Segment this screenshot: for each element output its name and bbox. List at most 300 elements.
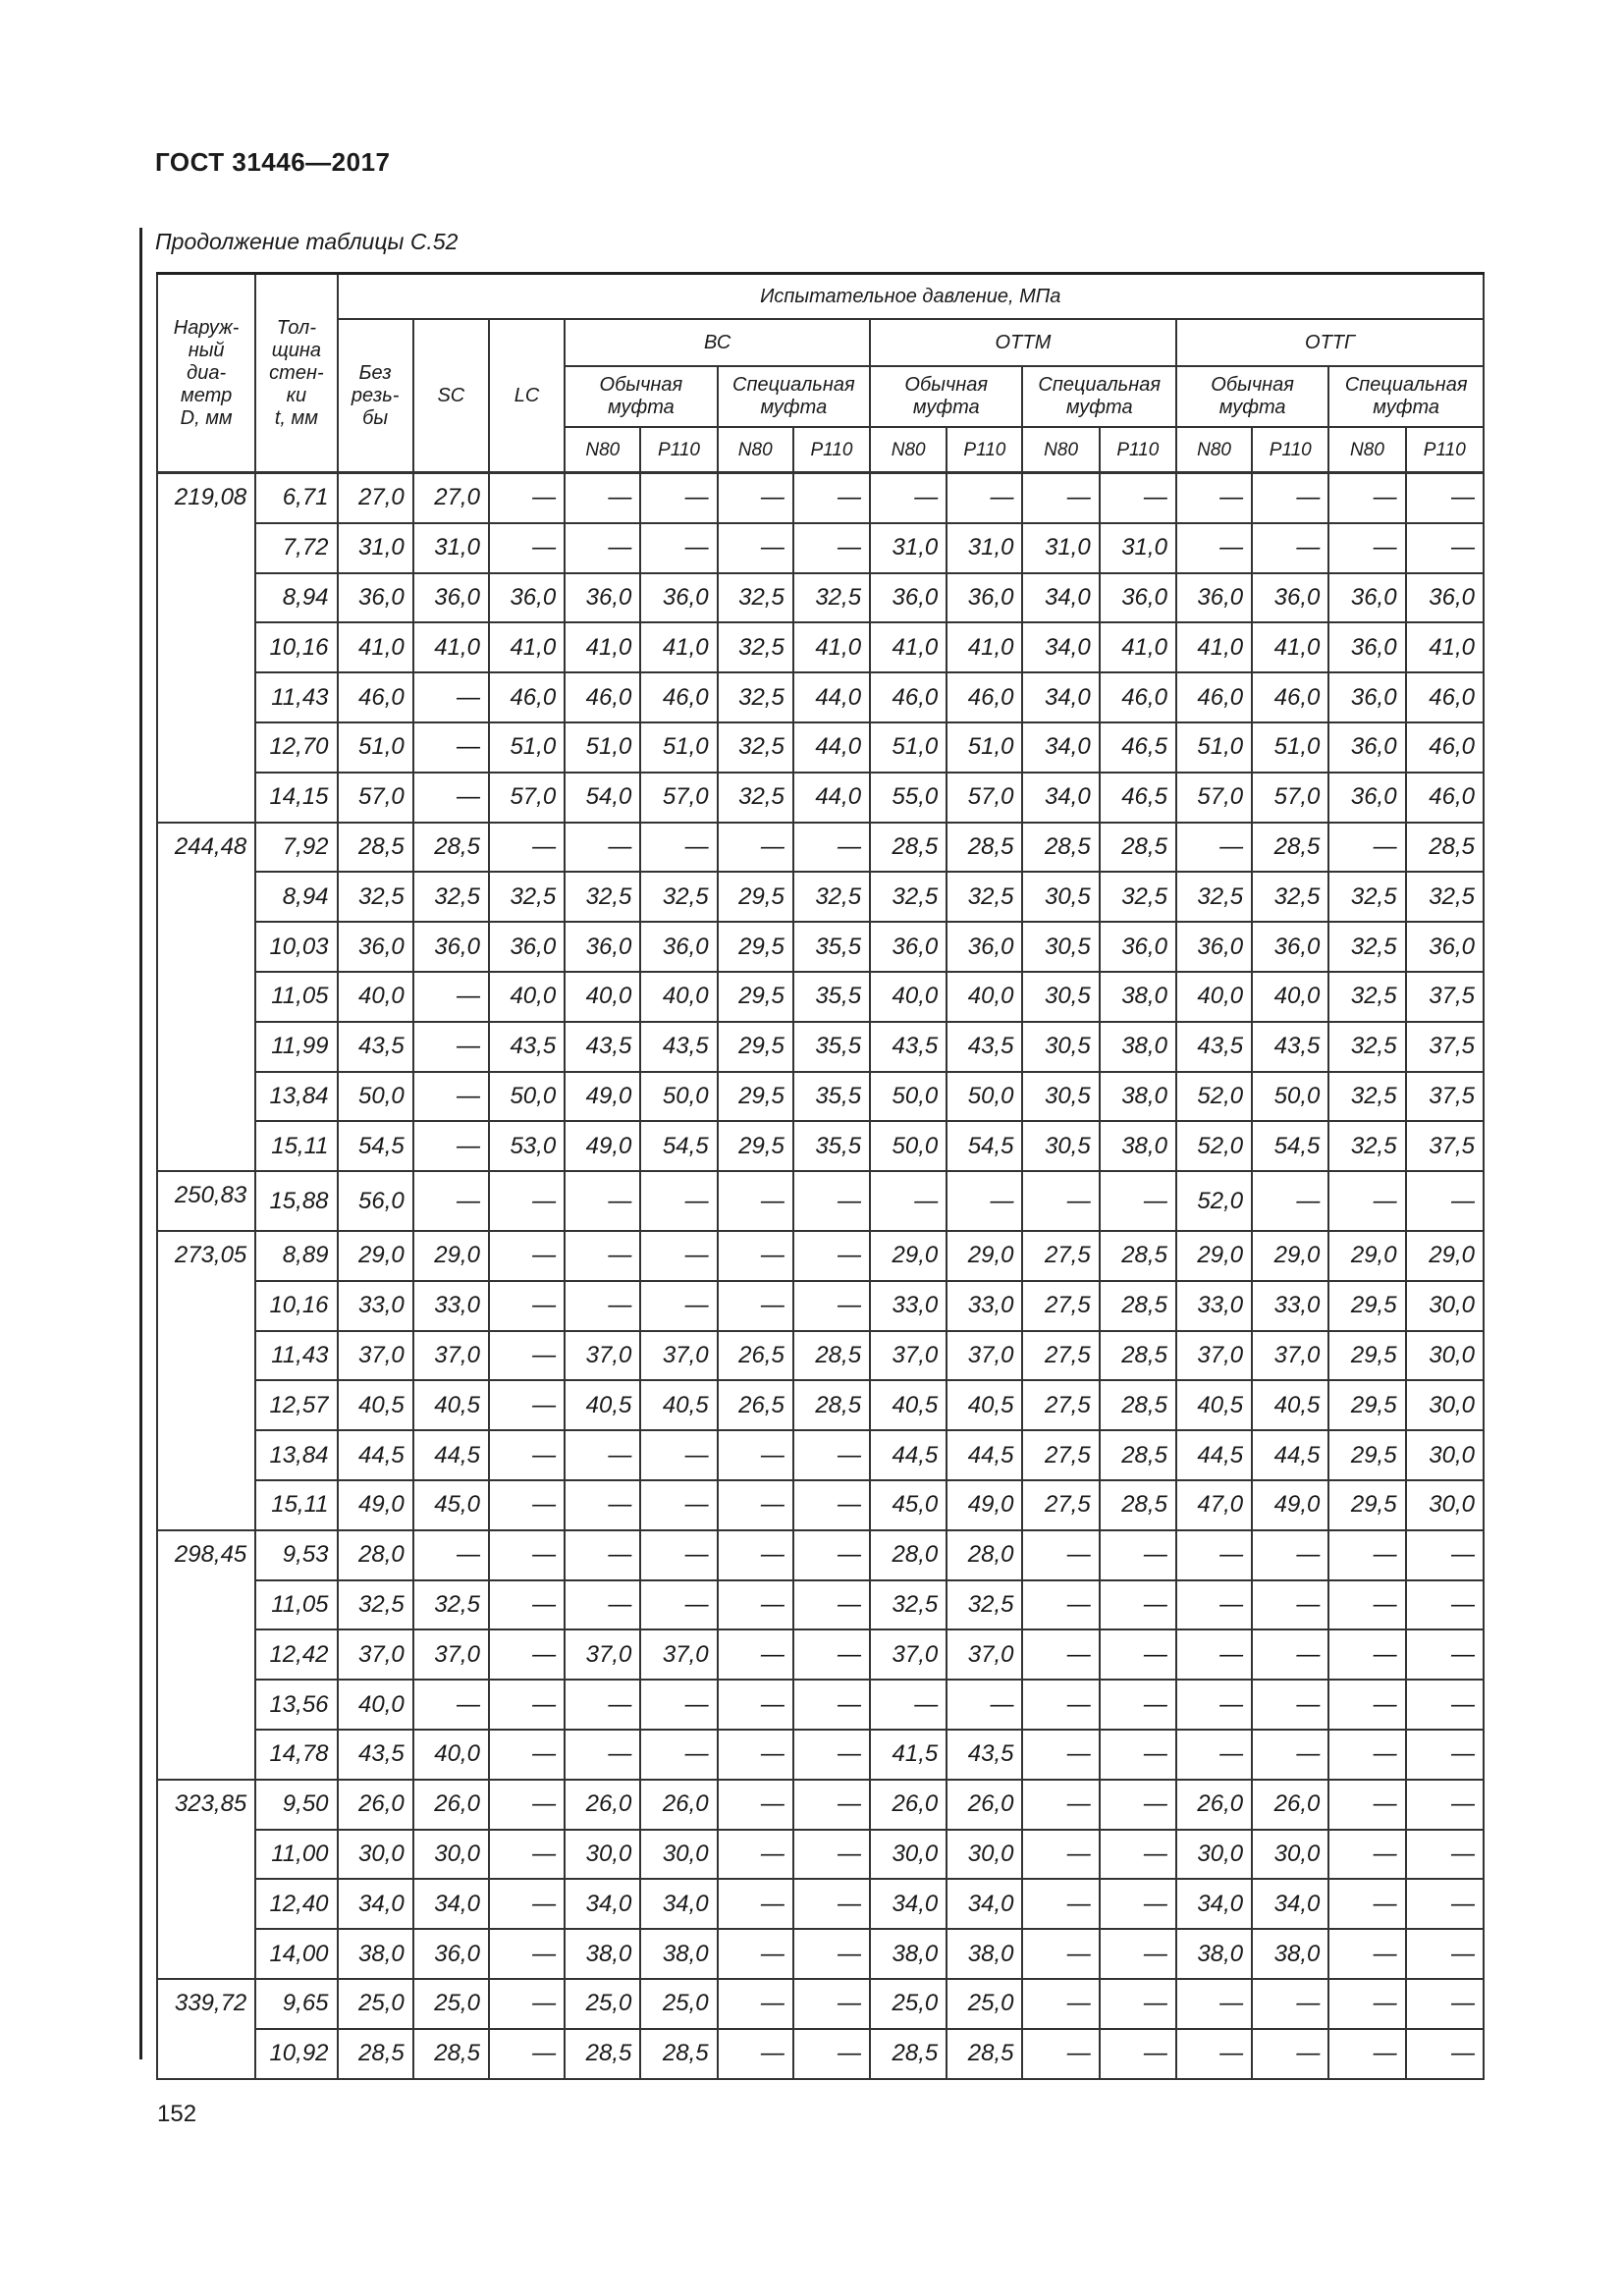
pressure-cell: —: [1176, 1730, 1252, 1780]
pressure-cell: 46,0: [1252, 672, 1328, 722]
pressure-cell: 28,5: [870, 2029, 947, 2079]
pressure-cell: 32,5: [947, 872, 1022, 922]
table-row: [157, 1780, 1484, 1830]
pressure-cell: 38,0: [870, 1929, 947, 1979]
pressure-cell: —: [1100, 1580, 1176, 1630]
pressure-cell: 54,0: [565, 773, 640, 823]
pressure-cell: 29,0: [1176, 1231, 1252, 1281]
pressure-cell: —: [793, 823, 870, 873]
pressure-cell: 29,0: [1406, 1231, 1484, 1281]
pressure-cell: —: [489, 1629, 565, 1680]
pressure-cell: 36,0: [1176, 573, 1252, 623]
header-coupling: Специальная муфта: [718, 366, 870, 427]
pressure-cell: 28,5: [1252, 823, 1328, 873]
wall-thickness-cell: 14,78: [255, 1730, 337, 1780]
pressure-cell: 32,5: [1252, 872, 1328, 922]
pressure-cell: 25,0: [640, 1979, 717, 2029]
pressure-cell: 46,0: [1406, 722, 1484, 773]
pressure-cell: 29,0: [947, 1231, 1022, 1281]
pressure-cell: 40,0: [947, 972, 1022, 1022]
outer-diameter-cell: 244,48: [157, 823, 255, 1172]
pressure-cell: —: [565, 1171, 640, 1231]
pressure-cell: 28,5: [1100, 1231, 1176, 1281]
wall-thickness-cell: 7,72: [255, 523, 337, 573]
pressure-cell: —: [1406, 1979, 1484, 2029]
pressure-cell: 36,0: [947, 573, 1022, 623]
pressure-cell: —: [870, 1171, 947, 1231]
pressure-cell: —: [1022, 1879, 1099, 1929]
pressure-cell: 51,0: [338, 722, 413, 773]
pressure-cell: 51,0: [640, 722, 717, 773]
pressure-cell: 26,0: [413, 1780, 489, 1830]
pressure-cell: 38,0: [338, 1929, 413, 1979]
pressure-cell: 35,5: [793, 1022, 870, 1072]
pressure-cell: 43,5: [640, 1022, 717, 1072]
pressure-cell: 41,0: [489, 622, 565, 672]
pressure-cell: —: [1252, 2029, 1328, 2079]
pressure-cell: 45,0: [870, 1480, 947, 1530]
pressure-cell: 40,0: [1176, 972, 1252, 1022]
pressure-cell: 30,0: [1406, 1380, 1484, 1430]
pressure-cell: —: [793, 1830, 870, 1880]
pressure-cell: —: [1328, 473, 1405, 523]
pressure-cell: 29,5: [718, 872, 793, 922]
pressure-cell: 46,0: [565, 672, 640, 722]
pressure-cell: —: [718, 823, 793, 873]
pressure-cell: 29,5: [1328, 1380, 1405, 1430]
pressure-cell: —: [489, 1580, 565, 1630]
wall-thickness-cell: 11,05: [255, 972, 337, 1022]
pressure-cell: 30,0: [947, 1830, 1022, 1880]
wall-thickness-cell: 10,92: [255, 2029, 337, 2079]
pressure-cell: 36,0: [1100, 573, 1176, 623]
pressure-cell: 30,5: [1022, 972, 1099, 1022]
pressure-cell: 50,0: [489, 1072, 565, 1122]
pressure-cell: 54,5: [338, 1121, 413, 1171]
pressure-cell: 36,0: [1406, 922, 1484, 972]
pressure-cell: 50,0: [947, 1072, 1022, 1122]
pressure-cell: —: [1406, 1680, 1484, 1730]
table-row: [157, 622, 1484, 672]
pressure-cell: —: [718, 1979, 793, 2029]
pressure-cell: 45,0: [413, 1480, 489, 1530]
table-row: [157, 473, 1484, 523]
pressure-cell: —: [565, 1530, 640, 1580]
pressure-cell: 41,5: [870, 1730, 947, 1780]
pressure-cell: 46,0: [1406, 773, 1484, 823]
pressure-cell: 25,0: [870, 1979, 947, 2029]
pressure-cell: 34,0: [1022, 622, 1099, 672]
pressure-cell: —: [1252, 523, 1328, 573]
pressure-cell: 43,5: [947, 1730, 1022, 1780]
pressure-cell: 40,0: [489, 972, 565, 1022]
pressure-cell: 46,0: [640, 672, 717, 722]
pressure-cell: —: [1328, 1171, 1405, 1231]
pressure-cell: 44,5: [870, 1430, 947, 1480]
pressure-cell: 32,5: [718, 573, 793, 623]
wall-thickness-cell: 9,53: [255, 1530, 337, 1580]
pressure-cell: 40,0: [565, 972, 640, 1022]
pressure-cell: 36,0: [947, 922, 1022, 972]
outer-diameter-cell: 339,72: [157, 1979, 255, 2079]
pressure-cell: —: [793, 523, 870, 573]
pressure-cell: 36,0: [565, 922, 640, 972]
pressure-cell: —: [640, 823, 717, 873]
pressure-cell: 51,0: [870, 722, 947, 773]
wall-thickness-cell: 8,94: [255, 573, 337, 623]
pressure-cell: —: [489, 1430, 565, 1480]
pressure-cell: 27,5: [1022, 1231, 1099, 1281]
table-row: [157, 523, 1484, 573]
outer-diameter-cell: 219,08: [157, 473, 255, 823]
pressure-cell: —: [793, 1480, 870, 1530]
pressure-cell: 28,5: [338, 823, 413, 873]
header-grade: P110: [947, 427, 1022, 473]
wall-thickness-cell: 10,16: [255, 622, 337, 672]
pressure-cell: 27,0: [413, 473, 489, 523]
pressure-cell: 32,5: [338, 872, 413, 922]
pressure-cell: 57,0: [640, 773, 717, 823]
wall-thickness-cell: 15,11: [255, 1121, 337, 1171]
pressure-cell: 32,5: [1100, 872, 1176, 922]
pressure-cell: 38,0: [1100, 972, 1176, 1022]
pressure-cell: 44,5: [947, 1430, 1022, 1480]
wall-thickness-cell: 14,00: [255, 1929, 337, 1979]
table-row: [157, 2029, 1484, 2079]
pressure-cell: 41,0: [870, 622, 947, 672]
table-row: [157, 1331, 1484, 1381]
pressure-cell: 30,0: [1406, 1480, 1484, 1530]
table-row: [157, 1580, 1484, 1630]
pressure-cell: 40,0: [640, 972, 717, 1022]
pressure-cell: —: [1100, 1879, 1176, 1929]
pressure-cell: —: [793, 1530, 870, 1580]
pressure-cell: —: [793, 1629, 870, 1680]
pressure-cell: —: [718, 1430, 793, 1480]
header-coupling: Обычная муфта: [870, 366, 1022, 427]
pressure-cell: —: [947, 473, 1022, 523]
wall-thickness-cell: 12,40: [255, 1879, 337, 1929]
table-row: [157, 1171, 1484, 1231]
pressure-cell: —: [413, 1530, 489, 1580]
pressure-cell: —: [718, 1929, 793, 1979]
pressure-cell: —: [1022, 1780, 1099, 1830]
pressure-cell: 41,0: [338, 622, 413, 672]
pressure-cell: 35,5: [793, 1121, 870, 1171]
pressure-cell: 31,0: [338, 523, 413, 573]
pressure-cell: 57,0: [1176, 773, 1252, 823]
wall-thickness-cell: 9,65: [255, 1979, 337, 2029]
pressure-cell: 35,5: [793, 972, 870, 1022]
table-row: [157, 1830, 1484, 1880]
pressure-cell: 29,5: [1328, 1430, 1405, 1480]
pressure-cell: —: [489, 2029, 565, 2079]
pressure-cell: —: [489, 1530, 565, 1580]
pressure-cell: 49,0: [947, 1480, 1022, 1530]
pressure-cell: 40,0: [1252, 972, 1328, 1022]
table-row: [157, 573, 1484, 623]
pressure-cell: —: [640, 1580, 717, 1630]
table-row: [157, 1530, 1484, 1580]
pressure-cell: 30,5: [1022, 1072, 1099, 1122]
pressure-cell: —: [413, 1121, 489, 1171]
pressure-cell: 33,0: [870, 1281, 947, 1331]
pressure-cell: —: [1406, 1530, 1484, 1580]
table-row: [157, 972, 1484, 1022]
pressure-cell: 46,0: [947, 672, 1022, 722]
pressure-cell: 29,0: [413, 1231, 489, 1281]
header-group-ottm: ОТТМ: [870, 319, 1176, 366]
pressure-cell: —: [1100, 1780, 1176, 1830]
pressure-cell: 34,0: [338, 1879, 413, 1929]
pressure-cell: 28,5: [565, 2029, 640, 2079]
pressure-cell: —: [1252, 1580, 1328, 1630]
pressure-cell: —: [413, 972, 489, 1022]
pressure-cell: —: [489, 473, 565, 523]
wall-thickness-cell: 8,94: [255, 872, 337, 922]
pressure-cell: —: [565, 1680, 640, 1730]
pressure-cell: 49,0: [338, 1480, 413, 1530]
pressure-cell: —: [565, 1231, 640, 1281]
table-row: [157, 1480, 1484, 1530]
pressure-cell: 33,0: [1176, 1281, 1252, 1331]
table-row: [157, 1231, 1484, 1281]
pressure-cell: —: [640, 1231, 717, 1281]
header-test-pressure: Испытательное давление, МПа: [338, 274, 1484, 320]
pressure-cell: 27,5: [1022, 1331, 1099, 1381]
pressure-cell: 51,0: [489, 722, 565, 773]
pressure-cell: 41,0: [1100, 622, 1176, 672]
pressure-cell: 47,0: [1176, 1480, 1252, 1530]
pressure-cell: —: [565, 823, 640, 873]
pressure-cell: —: [1406, 1580, 1484, 1630]
pressure-cell: —: [718, 523, 793, 573]
pressure-cell: 30,0: [1406, 1430, 1484, 1480]
continuation-marker-bar: [139, 228, 142, 2059]
pressure-cell: 55,0: [870, 773, 947, 823]
pressure-cell: —: [565, 1430, 640, 1480]
header-grade: P110: [1252, 427, 1328, 473]
header-outer-diameter: Наруж- ный диа- метр D, мм: [157, 274, 255, 473]
pressure-cell: —: [1100, 1979, 1176, 2029]
pressure-cell: 36,0: [338, 573, 413, 623]
pressure-cell: 32,5: [870, 1580, 947, 1630]
pressure-cell: 25,0: [947, 1979, 1022, 2029]
pressure-cell: 28,0: [870, 1530, 947, 1580]
pressure-cell: 32,5: [1176, 872, 1252, 922]
pressure-cell: 32,5: [1406, 872, 1484, 922]
pressure-cell: 41,0: [1406, 622, 1484, 672]
pressure-cell: 36,0: [1328, 622, 1405, 672]
pressure-cell: —: [1022, 1929, 1099, 1979]
pressure-cell: —: [1328, 1530, 1405, 1580]
pressure-cell: 33,0: [1252, 1281, 1328, 1331]
pressure-cell: —: [1176, 1680, 1252, 1730]
pressure-cell: —: [1100, 473, 1176, 523]
pressure-cell: 41,0: [1252, 622, 1328, 672]
table-row: [157, 1281, 1484, 1331]
pressure-cell: 35,5: [793, 1072, 870, 1122]
pressure-cell: 32,5: [1328, 1022, 1405, 1072]
pressure-cell: 40,5: [1252, 1380, 1328, 1430]
pressure-cell: —: [1176, 1979, 1252, 2029]
pressure-cell: —: [793, 1730, 870, 1780]
pressure-cell: —: [489, 1680, 565, 1730]
page-number: 152: [157, 2101, 197, 2127]
pressure-cell: 32,5: [489, 872, 565, 922]
pressure-cell: —: [565, 1281, 640, 1331]
pressure-cell: —: [1100, 1830, 1176, 1880]
pressure-cell: —: [718, 1480, 793, 1530]
pressure-cell: 40,5: [413, 1380, 489, 1430]
pressure-cell: 51,0: [1176, 722, 1252, 773]
pressure-cell: —: [1328, 1730, 1405, 1780]
pressure-cell: —: [489, 1231, 565, 1281]
pressure-cell: —: [1100, 1730, 1176, 1780]
pressure-cell: 38,0: [1176, 1929, 1252, 1979]
pressure-cell: 32,5: [640, 872, 717, 922]
pressure-cell: 44,5: [413, 1430, 489, 1480]
pressure-cell: 32,5: [1328, 972, 1405, 1022]
pressure-cell: —: [1252, 1530, 1328, 1580]
pressure-cell: 28,5: [1022, 823, 1099, 873]
pressure-cell: 31,0: [870, 523, 947, 573]
wall-thickness-cell: 12,57: [255, 1380, 337, 1430]
pressure-cell: —: [1176, 823, 1252, 873]
pressure-cell: 36,0: [870, 922, 947, 972]
pressure-cell: 30,0: [338, 1830, 413, 1880]
pressure-cell: 30,0: [1252, 1830, 1328, 1880]
pressure-cell: 38,0: [565, 1929, 640, 1979]
pressure-cell: 37,0: [338, 1629, 413, 1680]
table-row: [157, 1121, 1484, 1171]
pressure-cell: 36,0: [640, 922, 717, 972]
pressure-cell: —: [413, 1072, 489, 1122]
pressure-cell: 44,5: [338, 1430, 413, 1480]
wall-thickness-cell: 6,71: [255, 473, 337, 523]
pressure-cell: 41,0: [1176, 622, 1252, 672]
pressure-cell: —: [1406, 1879, 1484, 1929]
wall-thickness-cell: 7,92: [255, 823, 337, 873]
pressure-cell: —: [413, 1171, 489, 1231]
pressure-cell: 36,0: [1328, 773, 1405, 823]
pressure-cell: —: [1252, 473, 1328, 523]
pressure-cell: 36,0: [413, 922, 489, 972]
pressure-cell: —: [1328, 1830, 1405, 1880]
pressure-cell: 49,0: [565, 1121, 640, 1171]
pressure-cell: 32,5: [1328, 1072, 1405, 1122]
pressure-cell: 56,0: [338, 1171, 413, 1231]
pressure-cell: —: [1406, 1629, 1484, 1680]
pressure-cell: 50,0: [1252, 1072, 1328, 1122]
header-grade: P110: [1100, 427, 1176, 473]
pressure-cell: 27,0: [338, 473, 413, 523]
table-row: [157, 1879, 1484, 1929]
pressure-cell: —: [489, 1780, 565, 1830]
pressure-cell: —: [1100, 1530, 1176, 1580]
pressure-cell: 34,0: [1022, 672, 1099, 722]
header-grade: P110: [640, 427, 717, 473]
pressure-cell: —: [1406, 523, 1484, 573]
pressure-cell: 34,0: [1176, 1879, 1252, 1929]
wall-thickness-cell: 14,15: [255, 773, 337, 823]
table-row: [157, 1380, 1484, 1430]
pressure-cell: 30,0: [1176, 1830, 1252, 1880]
pressure-cell: —: [489, 1929, 565, 1979]
header-grade: N80: [565, 427, 640, 473]
pressure-cell: —: [793, 1979, 870, 2029]
pressure-cell: 54,5: [640, 1121, 717, 1171]
pressure-cell: 41,0: [947, 622, 1022, 672]
pressure-cell: 40,0: [338, 1680, 413, 1730]
pressure-cell: 32,5: [718, 722, 793, 773]
pressure-cell: 37,0: [413, 1331, 489, 1381]
table-row: [157, 1680, 1484, 1730]
pressure-cell: 30,5: [1022, 872, 1099, 922]
pressure-cell: 34,0: [413, 1879, 489, 1929]
wall-thickness-cell: 10,16: [255, 1281, 337, 1331]
table-row: [157, 872, 1484, 922]
pressure-cell: —: [640, 1530, 717, 1580]
pressure-cell: 34,0: [947, 1879, 1022, 1929]
header-no-thread: Без резь- бы: [338, 319, 413, 473]
pressure-cell: —: [1176, 1530, 1252, 1580]
pressure-cell: 44,5: [1176, 1430, 1252, 1480]
pressure-cell: 28,5: [338, 2029, 413, 2079]
pressure-cell: 36,0: [1252, 922, 1328, 972]
pressure-cell: 36,0: [565, 573, 640, 623]
pressure-cell: 31,0: [1022, 523, 1099, 573]
pressure-cell: 29,0: [1328, 1231, 1405, 1281]
pressure-cell: 38,0: [947, 1929, 1022, 1979]
table-row: [157, 1430, 1484, 1480]
pressure-cell: —: [489, 1730, 565, 1780]
pressure-cell: —: [718, 2029, 793, 2079]
pressure-cell: 28,5: [1100, 1380, 1176, 1430]
pressure-cell: 54,5: [947, 1121, 1022, 1171]
pressure-cell: 30,0: [1406, 1281, 1484, 1331]
pressure-cell: 37,0: [947, 1331, 1022, 1381]
pressure-cell: —: [1328, 1929, 1405, 1979]
pressure-cell: —: [1100, 1171, 1176, 1231]
pressure-cell: 34,0: [1022, 573, 1099, 623]
table-row: [157, 1730, 1484, 1780]
pressure-cell: —: [1176, 1629, 1252, 1680]
pressure-cell: 29,5: [718, 1121, 793, 1171]
pressure-cell: 36,0: [1328, 573, 1405, 623]
pressure-cell: 36,0: [338, 922, 413, 972]
header-group-ottg: ОТТГ: [1176, 319, 1484, 366]
pressure-cell: 34,0: [640, 1879, 717, 1929]
pressure-cell: 38,0: [640, 1929, 717, 1979]
pressure-cell: 32,5: [413, 1580, 489, 1630]
pressure-cell: 36,0: [870, 573, 947, 623]
pressure-cell: 43,5: [338, 1730, 413, 1780]
pressure-cell: —: [793, 2029, 870, 2079]
pressure-cell: —: [489, 1480, 565, 1530]
pressure-cell: —: [718, 1879, 793, 1929]
pressure-cell: 32,5: [870, 872, 947, 922]
pressure-cell: 51,0: [947, 722, 1022, 773]
pressure-cell: 40,5: [870, 1380, 947, 1430]
pressure-cell: —: [565, 1730, 640, 1780]
pressure-cell: —: [793, 1879, 870, 1929]
pressure-cell: 29,0: [338, 1231, 413, 1281]
table-row: [157, 1979, 1484, 2029]
pressure-cell: 34,0: [565, 1879, 640, 1929]
pressure-cell: 29,5: [1328, 1480, 1405, 1530]
pressure-cell: 26,0: [338, 1780, 413, 1830]
